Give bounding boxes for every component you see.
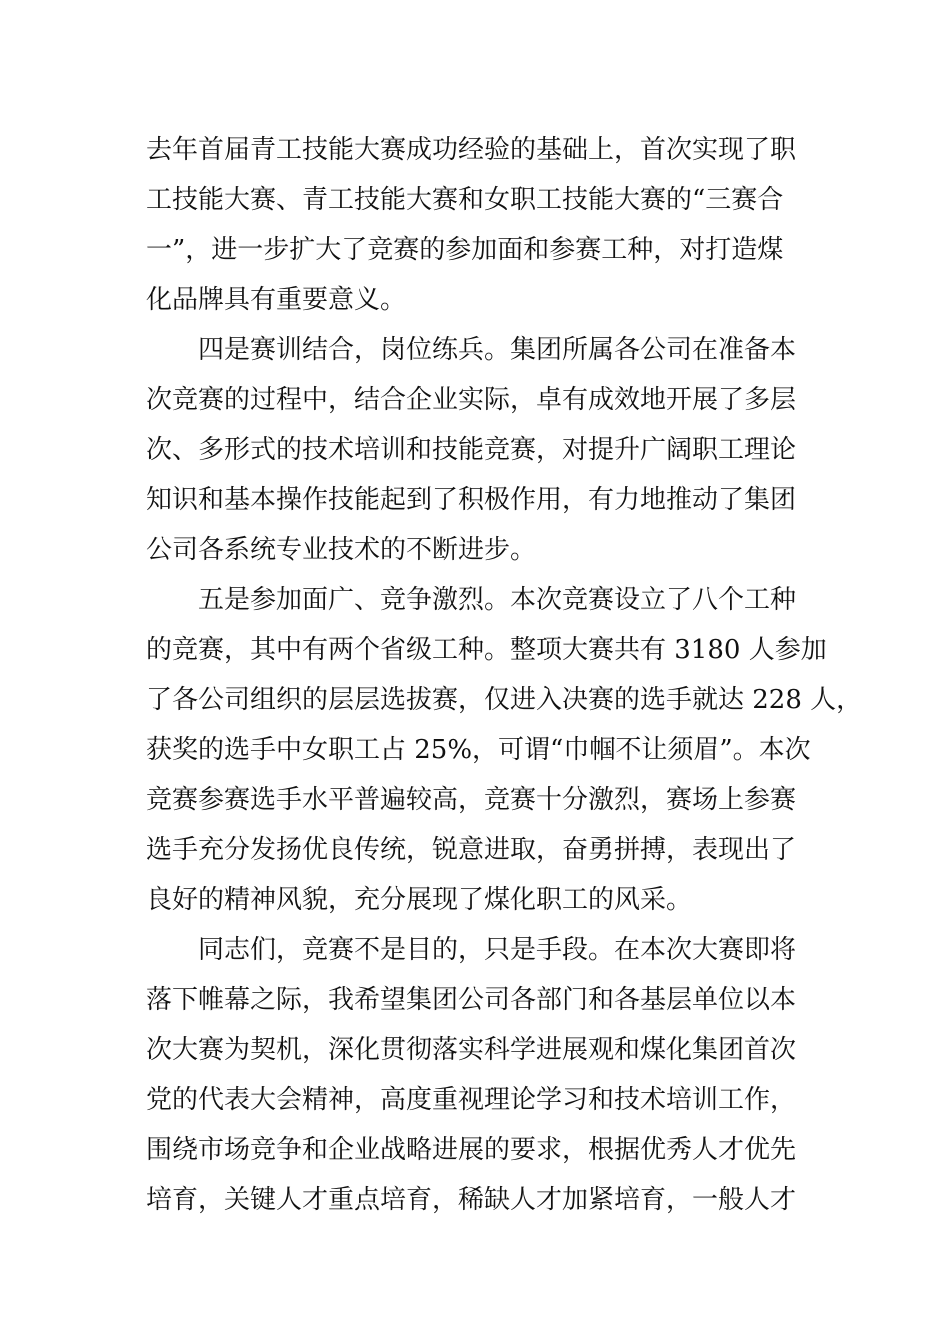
- paragraph-start-line: 同志们，竞赛不是目的，只是手段。在本次大赛即将: [198, 935, 797, 965]
- text-line: 良好的精神风貌，充分展现了煤化职工的风采。: [146, 885, 693, 915]
- paragraph-start-line: 五是参加面广、竞争激烈。本次竞赛设立了八个工种: [198, 585, 797, 615]
- text-line: 培育，关键人才重点培育，稀缺人才加紧培育，一般人才: [146, 1185, 797, 1215]
- text-line: 一”，进一步扩大了竞赛的参加面和参赛工种，对打造煤: [146, 235, 784, 265]
- text-line: 次、多形式的技术培训和技能竞赛，对提升广阔职工理论: [146, 435, 797, 465]
- text-line: 围绕市场竞争和企业战略进展的要求，根据优秀人才优先: [146, 1135, 797, 1165]
- text-line: 了各公司组织的层层选拔赛，仅进入决赛的选手就达 228 人，: [146, 685, 863, 715]
- text-line: 次大赛为契机，深化贯彻落实科学进展观和煤化集团首次: [146, 1035, 797, 1065]
- text-line: 公司各系统专业技术的不断进步。: [146, 535, 537, 565]
- text-line: 党的代表大会精神，高度重视理论学习和技术培训工作，: [146, 1085, 797, 1115]
- text-line: 落下帷幕之际，我希望集团公司各部门和各基层单位以本: [146, 985, 797, 1015]
- text-line: 选手充分发扬优良传统，锐意进取，奋勇拼搏，表现出了: [146, 835, 797, 865]
- text-line: 化品牌具有重要意义。: [146, 285, 407, 315]
- text-line: 的竞赛，其中有两个省级工种。整项大赛共有 3180 人参加: [146, 635, 827, 665]
- text-line: 竞赛参赛选手水平普遍较高，竞赛十分激烈，赛场上参赛: [146, 785, 797, 815]
- text-line: 获奖的选手中女职工占 25%，可谓“巾帼不让须眉”。本次: [146, 735, 811, 765]
- text-line: 工技能大赛、青工技能大赛和女职工技能大赛的“三赛合: [146, 185, 784, 215]
- text-line: 知识和基本操作技能起到了积极作用，有力地推动了集团: [146, 485, 797, 515]
- text-line: 去年首届青工技能大赛成功经验的基础上，首次实现了职: [146, 135, 797, 165]
- paragraph-start-line: 四是赛训结合，岗位练兵。集团所属各公司在准备本: [198, 335, 797, 365]
- text-line: 次竞赛的过程中，结合企业实际，卓有成效地开展了多层: [146, 385, 797, 415]
